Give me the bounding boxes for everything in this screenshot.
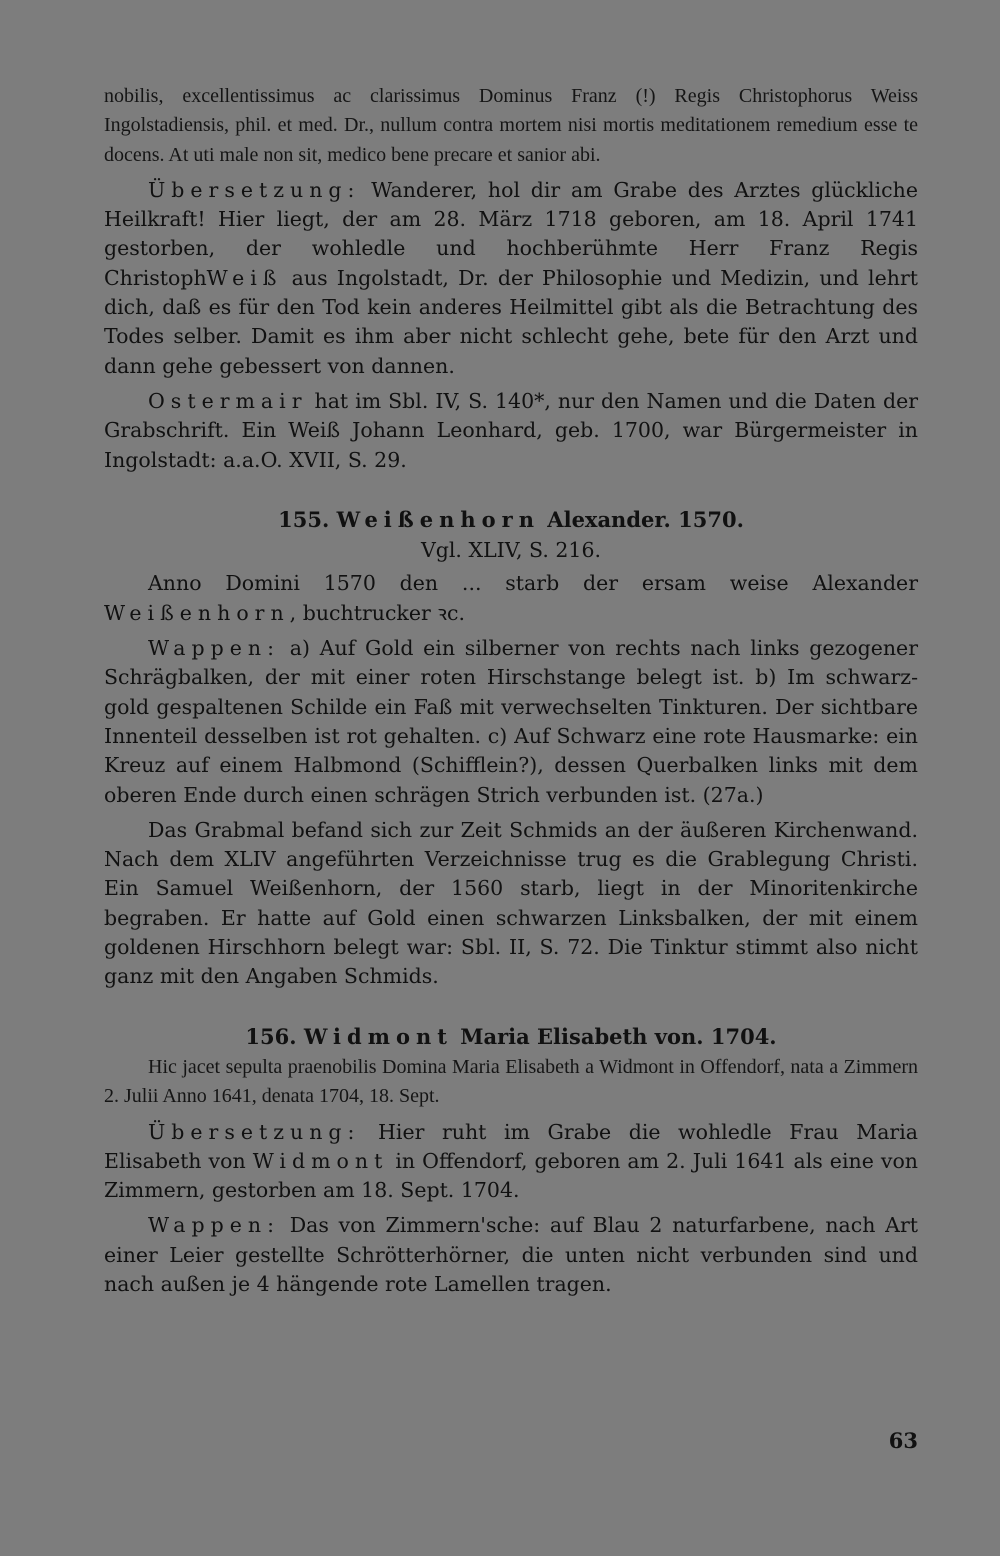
- spaced-name: Weiß: [206, 265, 283, 290]
- section-reference: Vgl. XLIV, S. 216.: [420, 538, 602, 563]
- translation-paragraph: [104, 176, 918, 381]
- section-heading-156: 156. Widmont Maria Elisabeth von. 1704.: [245, 1023, 777, 1049]
- latin-epitaph-end: nobilis, excellentissimus ac clarissimus Dominus Franz (!) Regis Christophorus Weiss Ingolstadiensis, phil. et med. Dr., nullum contra mortem nisi mortis meditationem remedium esse te docens. At uti male non sit, medico bene precare et sanior abi.: [104, 85, 918, 166]
- spaced-name: Weißenhorn: [104, 600, 290, 625]
- translation-text-cont: aus Ingolstadt, Dr. der Philosophie und Medizin, und lehrt dich, daß es für den Tod kein anderes Heilmittel gibt als die Betrachtung des Todes selber. Damit es ihm aber nicht schlecht gehe, bete für den Arzt und dann gehe gebessert von dannen.: [104, 265, 918, 378]
- page-number: 63: [888, 1428, 918, 1453]
- inscription-paragraph: Anno Domini 1570 den ... starb der ersam weise Alexander Weißenhorn, buchtrucker ꝛc.: [104, 571, 918, 625]
- ostermair-paragraph: [104, 387, 918, 475]
- heading-surname: Widmont: [303, 1023, 453, 1049]
- wappen-label: Wappen:: [148, 1213, 280, 1238]
- latin-inscription: Hic jacet sepulta praenobilis Domina Maria Elisabeth a Widmont in Offendorf, nata a Zimmern 2. Julii Anno 1641, denata 1704, 18. Sept.: [104, 1055, 918, 1108]
- page-text: [104, 82, 918, 1305]
- section-heading-155: 155. Weißenhorn Alexander. 1570.: [278, 506, 744, 532]
- translation-label: Übersetzung:: [148, 177, 361, 202]
- spaced-name: Widmont: [252, 1148, 389, 1173]
- ostermair-text: hat im Sbl. IV, S. 140*, nur den Namen und die Daten der Grabschrift. Ein Weiß Johann Leonhard, geb. 1700, war Bürgermeister in Ingolstadt: a.a.O. XVII, S. 29.: [104, 388, 918, 472]
- grabmal-paragraph: Das Grabmal befand sich zur Zeit Schmids an der äußeren Kirchenwand. Nach dem XLIV angeführten Verzeichnisse trug es die Grablegung Christi. Ein Samuel Weißenhorn, der 1560 starb, liegt in der Minoritenkirche begraben. Er hatte auf Gold einen schwarzen Linksbalken, der mit einem goldenen Hirschhorn belegt war: Sbl. II, S. 72. Die Tinktur stimmt also nicht ganz mit den Angaben Schmids.: [104, 817, 918, 989]
- ostermair-name: Ostermair: [148, 388, 308, 413]
- wappen-paragraph-156: Wappen: Das von Zimmern'sche: auf Blau 2 naturfarbene, nach Art einer Leier gestellte Schrötterhörner, die unten nicht verbunden sind und nach außen je 4 hängende rote Lamellen tragen.: [104, 1213, 918, 1296]
- heading-surname: Weißenhorn: [336, 506, 540, 532]
- translation-paragraph-156: Übersetzung: Hier ruht im Grabe die wohledle Frau Maria Elisabeth von Widmont in Offendorf, geboren am 2. Juli 1641 als eine von Zimmern, gestorben am 18. Sept. 1704.: [104, 1119, 918, 1203]
- translation-text: Wanderer, hol dir am Grabe des Arztes glückliche Heilkraft! Hier liegt, der am 28. März 1718 geboren, am 18. April 1741 gestorben, der wohledle und hochberühmte Herr Franz Regis Christoph: [104, 177, 918, 290]
- wappen-paragraph: Wappen: a) Auf Gold ein silberner von rechts nach links gezogener Schrägbalken, der mit einer roten Hirschstange belegt ist. b) Im schwarz-gold gespaltenen Schilde ein Faß mit verwechselten Tinkturen. Der sichtbare Innenteil desselben ist rot gehalten. c) Auf Schwarz eine rote Hausmarke: ein Kreuz auf einem Halbmond (Schifflein?), dessen Querbalken links mit dem oberen Ende durch einen schrägen Strich verbunden ist. (27a.): [104, 636, 918, 807]
- wappen-label: Wappen:: [148, 636, 280, 661]
- translation-label: Übersetzung:: [148, 1119, 361, 1144]
